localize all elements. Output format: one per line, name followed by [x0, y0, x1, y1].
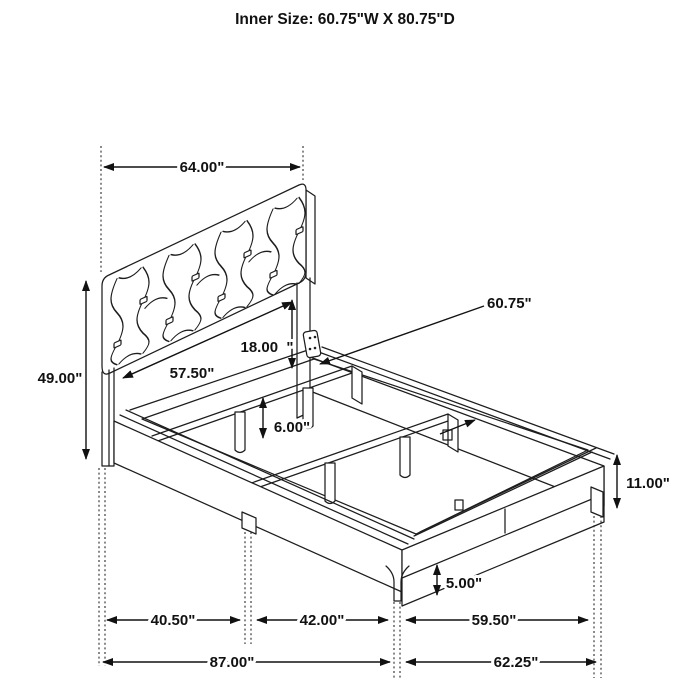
- svg-text:64.00": 64.00": [179, 159, 225, 176]
- dim-footboard-inner-width: [406, 612, 588, 629]
- dim-footboard-overall-width: [406, 654, 596, 671]
- svg-text:57.50": 57.50": [169, 365, 215, 382]
- dim-headboard-height: [38, 281, 86, 459]
- support-leg: [235, 412, 245, 453]
- headboard-left-leg: [102, 368, 114, 466]
- dimensions: [38, 159, 670, 671]
- rail-hanger-plate: [352, 366, 362, 404]
- dim-span-head-to-center: [107, 612, 240, 629]
- support-leg: [325, 463, 335, 504]
- svg-text:49.00": 49.00": [37, 370, 83, 387]
- footboard-corner-leg: [591, 487, 603, 517]
- dim-span-center-to-foot: [257, 612, 388, 629]
- dim-overall-length: [103, 654, 390, 671]
- mounting-bracket: [303, 330, 321, 358]
- svg-text:62.25": 62.25": [493, 654, 539, 671]
- svg-text:18.00 ": 18.00 ": [240, 339, 294, 356]
- svg-text:5.00": 5.00": [445, 575, 483, 592]
- footboard-clip: [455, 500, 463, 510]
- extension-lines: [99, 146, 601, 678]
- dim-headboard-width: [104, 159, 300, 176]
- cross-rail-2: [240, 414, 458, 504]
- svg-text:59.50": 59.50": [471, 612, 517, 629]
- svg-text:6.00": 6.00": [273, 419, 311, 436]
- svg-text:11.00": 11.00": [626, 475, 670, 492]
- footboard: [386, 430, 604, 606]
- support-leg: [400, 437, 410, 478]
- rail-hanger-plate: [448, 414, 458, 452]
- svg-text:87.00": 87.00": [209, 654, 255, 671]
- dim-rail-height: [617, 455, 670, 508]
- svg-text:60.75": 60.75": [487, 295, 532, 312]
- headboard-side-face: [306, 190, 315, 284]
- left-side-rail: [114, 410, 414, 592]
- page-title: Inner Size: 60.75"W X 80.75"D: [235, 11, 455, 28]
- bed-line-art: [102, 184, 614, 606]
- svg-text:42.00": 42.00": [299, 612, 345, 629]
- svg-text:40.50": 40.50": [150, 612, 196, 629]
